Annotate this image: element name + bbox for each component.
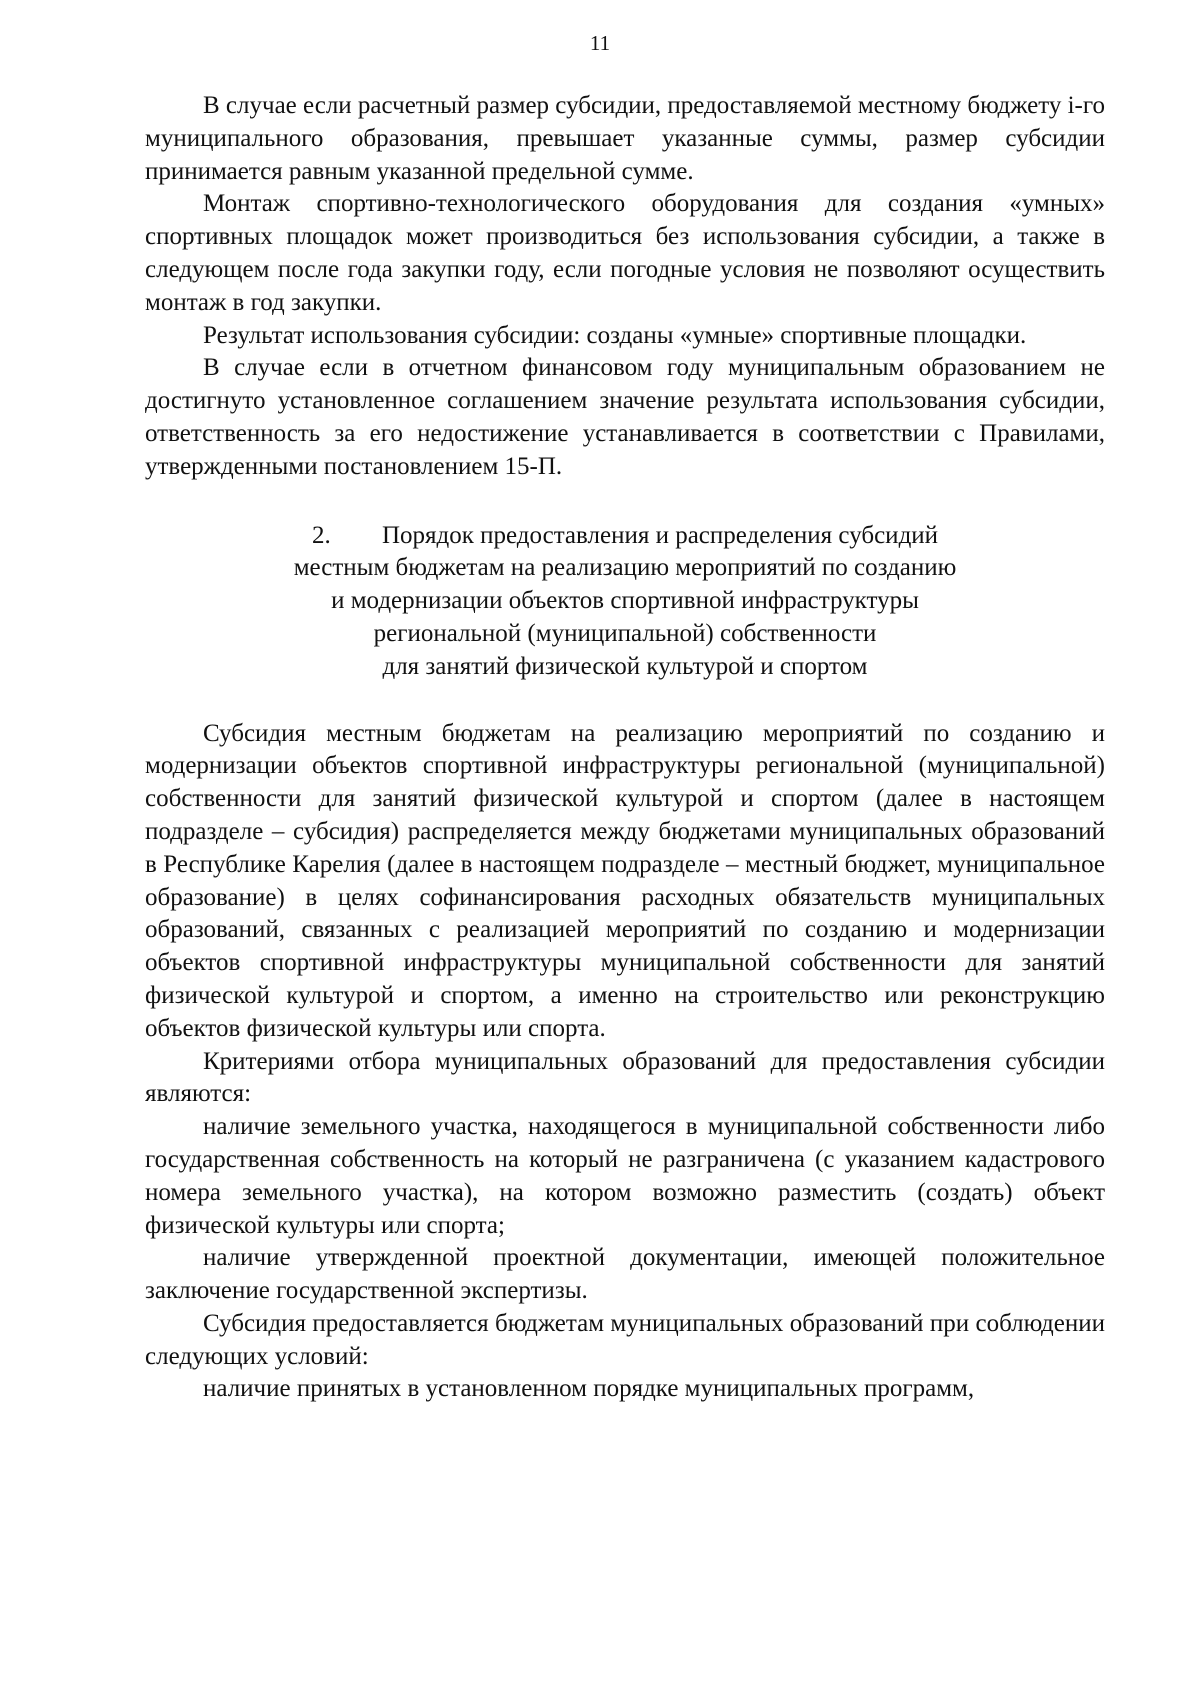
- document-body: [145, 90, 1105, 1406]
- page-number: 11: [589, 31, 611, 55]
- paragraph-equipment-installation: Монтаж спортивно-технологического оборудования для создания «умных» спортивных площадок может производиться без использования субсидии, а также в следующем после года закупки году, если погодные условия не позволяют осуществить монтаж в год закупки.: [145, 190, 1105, 316]
- paragraph-subsidy-limit: В случае если расчетный размер субсидии, предоставляемой местному бюджету i-го муниципального образования, превышает указанные суммы, размер субсидии принимается равным указанной предельной сумме.: [145, 92, 1105, 185]
- section-title-line: Порядок предоставления и распределения субсидий: [381, 521, 939, 549]
- paragraph-condition-programs: наличие принятых в установленном порядке муниципальных программ,: [203, 1375, 975, 1403]
- section-title-line: и модернизации объектов спортивной инфраструктуры: [331, 587, 919, 615]
- paragraph-responsibility: В случае если в отчетном финансовом году муниципальным образованием не достигнуто установленное соглашением значение результата использования субсидии, ответственность за его недостижение устанавливается в соответствии с Правилами, утвержденными постановлением 15-П.: [145, 354, 1105, 480]
- section-heading-line-1: [145, 520, 1105, 553]
- section-heading: [145, 520, 1105, 684]
- section-title-line: для занятий физической культурой и спортом: [382, 652, 868, 680]
- paragraph-criterion-documentation: наличие утвержденной проектной документации, имеющей положительное заключение государственной экспертизы.: [145, 1244, 1105, 1305]
- paragraph-subsidy-definition: Субсидия местным бюджетам на реализацию мероприятий по созданию и модернизации объектов спортивной инфраструктуры региональной (муниципальной) собственности для занятий физической культурой и спортом (далее в настоящем подразделе – субсидия) распределяется между бюджетами муниципальных образований в Республике Карелия (далее в настоящем подразделе – местный бюджет, муниципальное образование) в целях софинансирования расходных обязательств муниципальных образований, связанных с реализацией мероприятий по созданию и модернизации объектов спортивной инфраструктуры муниципальной собственности для занятий физической культурой и спортом, а именно на строительство или реконструкцию объектов физической культуры или спорта.: [145, 719, 1105, 1042]
- section-title-line: местным бюджетам на реализацию мероприятий по созданию: [293, 554, 957, 582]
- section-title-line: региональной (муниципальной) собственности: [373, 619, 877, 647]
- paragraph-criterion-land: наличие земельного участка, находящегося в муниципальной собственности либо государственная собственность на который не разграничена (с указанием кадастрового номера земельного участка), на котором возможно разместить (создать) объект физической культуры или спорта;: [145, 1113, 1105, 1239]
- paragraph-subsidy-conditions: Субсидия предоставляется бюджетам муниципальных образований при соблюдении следующих условий:: [145, 1309, 1105, 1370]
- paragraph-subsidy-result: Результат использования субсидии: созданы «умные» спортивные площадки.: [203, 321, 1027, 349]
- paragraph-selection-criteria: Критериями отбора муниципальных образований для предоставления субсидии являются:: [145, 1047, 1105, 1108]
- section-number: 2.: [311, 521, 331, 549]
